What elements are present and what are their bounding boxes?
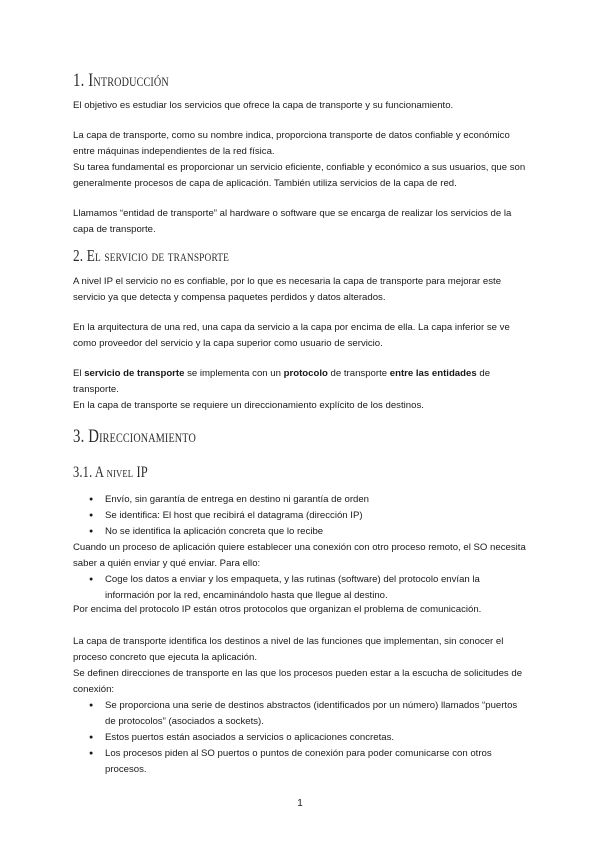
intro-paragraph-3: Su tarea fundamental es proporcionar un servicio eficiente, confiable y económico a sus usuarios, que son generalmente procesos de capa de aplicación. También utiliza servicios de la capa de red.: [73, 162, 526, 189]
bullet-list-2: [89, 572, 529, 604]
service-paragraph-3: [73, 366, 533, 398]
intro-paragraph-4: Llamamos “entidad de transporte” al hardware o software que se encarga de realizar los servicios de la capa de transporte.: [73, 208, 512, 235]
text-run: de transporte.: [73, 368, 491, 395]
intro-paragraph-2: La capa de transporte, como su nombre indica, proporciona transporte de datos confiable y económico entre máquinas independientes de la red física.: [73, 130, 510, 157]
bold-term: servicio de transporte: [84, 368, 185, 379]
list-item: ● Se proporciona una serie de destinos abstractos (identificados por un número) llamados “puertos de protocolos” (asociados a sockets).: [89, 698, 529, 730]
list-item: ● Coge los datos a enviar y los empaqueta, y las rutinas (software) del protocolo envían la información por la red, encaminándolo hasta que llegue al destino.: [89, 572, 529, 604]
intro-paragraph-1: El objetivo es estudiar los servicios que ofrece la capa de transporte y su funcionamiento.: [73, 100, 454, 111]
text-run: se implementa con un: [184, 368, 284, 379]
list-item: ● Envío, sin garantía de entrega en destino ni garantía de orden: [89, 492, 529, 508]
section-title-direccionamiento: 3. Direccionamiento: [73, 426, 196, 447]
list-item: ● No se identifica la aplicación concreta que lo recibe: [89, 524, 529, 540]
addressing-paragraph-2: Por encima del protocolo IP están otros protocolos que organizan el problema de comunicación.: [73, 604, 482, 615]
page-number: 1: [297, 798, 303, 809]
text-run: El: [73, 368, 85, 379]
addressing-paragraph-3: La capa de transporte identifica los destinos a nivel de las funciones que implementan, sin conocer el proceso concreto que ejecuta la aplicación.: [73, 636, 504, 663]
subsection-title-nivel-ip: 3.1. A nivel IP: [73, 464, 148, 481]
service-paragraph-4: En la capa de transporte se requiere un direccionamiento explícito de los destinos.: [73, 400, 424, 411]
addressing-paragraph-4: Se definen direcciones de transporte en las que los procesos pueden estar a la escucha de solicitudes de conexión:: [73, 668, 523, 695]
service-paragraph-1: A nivel IP el servicio no es confiable, por lo que es necesaria la capa de transporte para mejorar este servicio ya que detecta y compensa paquetes perdidos y datos alterados.: [73, 276, 502, 303]
list-item: ● Se identifica: El host que recibirá el datagrama (dirección IP): [89, 508, 529, 524]
list-item: ● Estos puertos están asociados a servicios o aplicaciones concretas.: [89, 730, 529, 746]
section-title-servicio: 2. El servicio de transporte: [73, 246, 230, 265]
bullet-list-1: [89, 492, 529, 540]
service-paragraph-2: En la arquitectura de una red, una capa da servicio a la capa por encima de ella. La capa inferior se ve como proveedor del servicio y la capa superior como usuario de servicio.: [73, 322, 510, 349]
bold-term: protocolo: [283, 368, 328, 379]
text-run: de transporte: [327, 368, 390, 379]
bold-term: entre las entidades: [389, 368, 477, 379]
bullet-list-3: [89, 698, 529, 778]
list-item: ● Los procesos piden al SO puertos o puntos de conexión para poder comunicarse con otros procesos.: [89, 746, 529, 778]
section-title-introduccion: 1. Introducción: [73, 70, 169, 91]
addressing-paragraph-1: Cuando un proceso de aplicación quiere establecer una conexión con otro proceso remoto, el SO necesita saber a quién enviar y qué enviar. Para ello:: [73, 542, 526, 569]
